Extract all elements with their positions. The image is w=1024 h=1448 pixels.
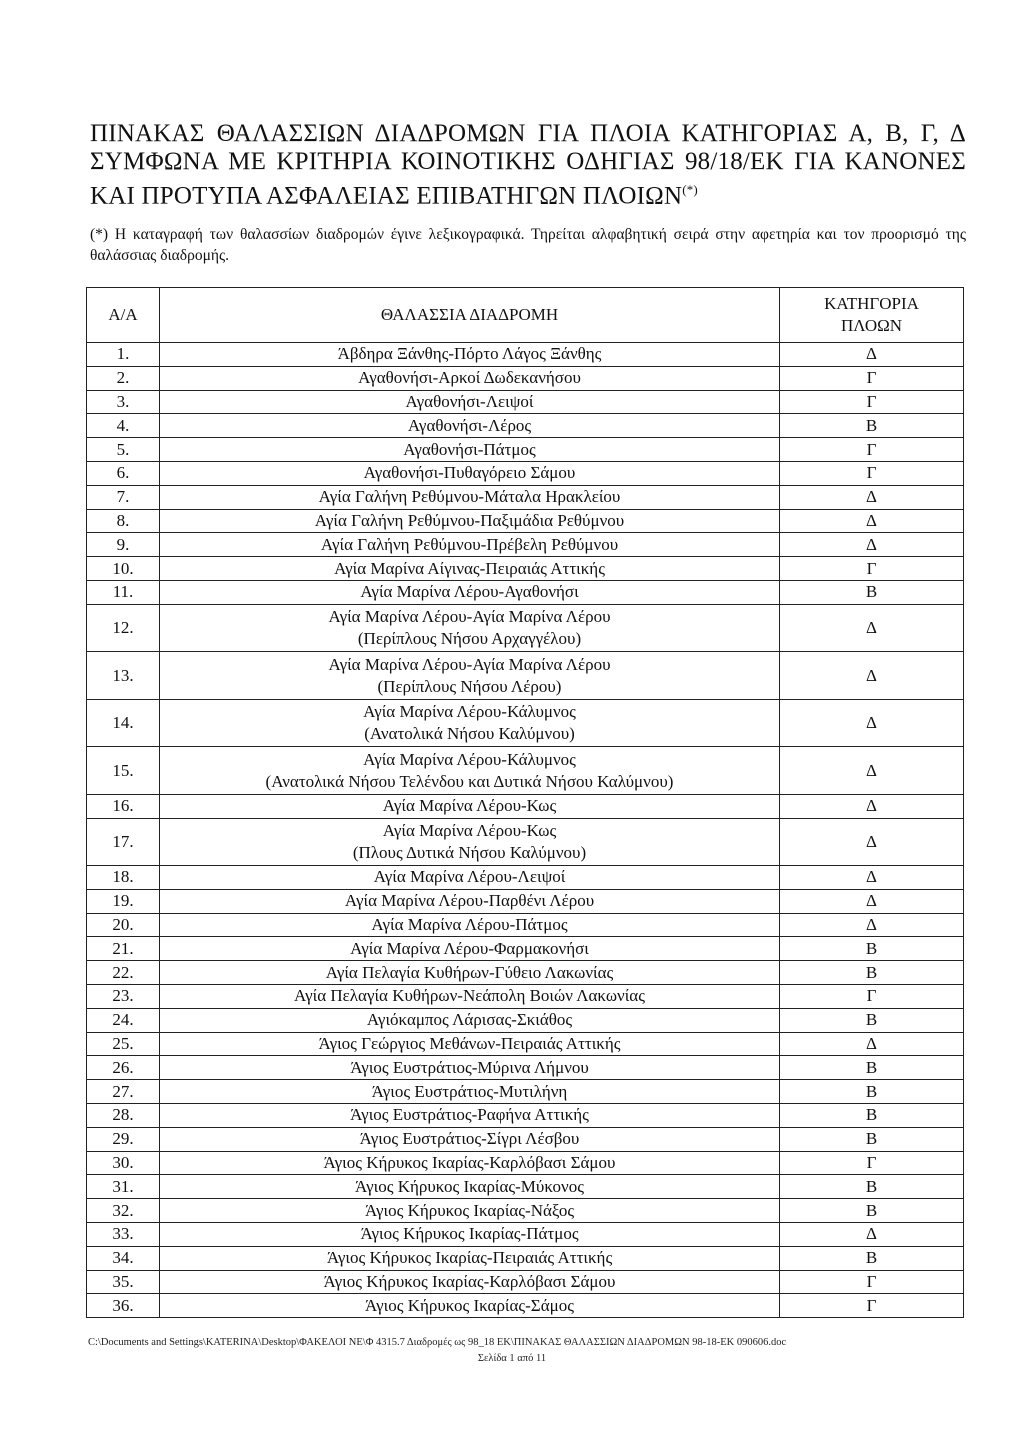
row-route [160, 509, 780, 533]
route-text: Αγία Μαρίνα Λέρου-Κως [382, 820, 557, 840]
title-footnote-mark: (*) [682, 182, 698, 197]
row-number: 2. [87, 366, 160, 390]
row-category: Β [780, 1008, 964, 1032]
route-detail-text: (Ανατολικά Νήσου Καλύμνου) [364, 724, 575, 744]
table-row [87, 1151, 964, 1175]
route-text: Αγία Μαρίνα Λέρου-Κάλυμνος [363, 749, 576, 769]
table-row [87, 1104, 964, 1128]
row-route [160, 794, 780, 818]
row-route [160, 961, 780, 985]
row-category: Δ [780, 509, 964, 533]
table-row [87, 699, 964, 747]
row-number: 4. [87, 414, 160, 438]
row-route [160, 889, 780, 913]
table-row [87, 1294, 964, 1318]
row-category: Β [780, 1104, 964, 1128]
route-text: Άγιος Κήρυκος Ικαρίας-Πάτμος [360, 1224, 579, 1244]
row-number: 24. [87, 1008, 160, 1032]
route-detail-text: (Πλους Δυτικά Νήσου Καλύμνου) [352, 842, 587, 862]
route-text: Αγαθονήσι-Πυθαγόρειο Σάμου [363, 463, 576, 483]
route-text: Άγιος Κήρυκος Ικαρίας-Καρλόβασι Σάμου [323, 1153, 616, 1173]
route-text: Άβδηρα Ξάνθης-Πόρτο Λάγος Ξάνθης [337, 344, 602, 364]
route-text: Αγία Μαρίνα Λέρου-Κως [382, 796, 557, 816]
row-category: Γ [780, 985, 964, 1009]
row-number: 15. [87, 747, 160, 795]
route-text: Αγία Μαρίνα Λέρου-Αγαθονήσι [360, 582, 579, 602]
route-text: Άγιος Ευστράτιος-Σίγρι Λέσβου [359, 1129, 580, 1149]
route-text: Αγία Μαρίνα Λέρου-Κάλυμνος [363, 702, 576, 722]
row-number: 29. [87, 1127, 160, 1151]
route-text: Άγιος Γεώργιος Μεθάνων-Πειραιάς Αττικής [318, 1034, 621, 1054]
row-category: Δ [780, 652, 964, 700]
row-category: Γ [780, 1270, 964, 1294]
table-row [87, 1032, 964, 1056]
route-text: Άγιος Ευστράτιος-Μύρινα Λήμνου [350, 1057, 589, 1077]
row-route [160, 461, 780, 485]
row-category: Δ [780, 699, 964, 747]
route-text: Αγαθονήσι-Λειψοί [405, 391, 534, 411]
row-number: 36. [87, 1294, 160, 1318]
row-category: Δ [780, 818, 964, 866]
table-row [87, 794, 964, 818]
row-number: 5. [87, 438, 160, 462]
row-number: 16. [87, 794, 160, 818]
row-number: 27. [87, 1080, 160, 1104]
row-route [160, 1056, 780, 1080]
row-route [160, 414, 780, 438]
table-row [87, 533, 964, 557]
route-text: Αγία Μαρίνα Λέρου-Αγία Μαρίνα Λέρου [328, 607, 611, 627]
route-text: Αγία Γαλήνη Ρεθύμνου-Παξιμάδια Ρεθύμνου [314, 510, 625, 530]
row-category: Β [780, 1246, 964, 1270]
table-body [87, 343, 964, 1318]
route-text: Άγιος Κήρυκος Ικαρίας-Καρλόβασι Σάμου [323, 1272, 616, 1291]
row-route [160, 438, 780, 462]
row-route [160, 985, 780, 1009]
table-row [87, 1008, 964, 1032]
row-number: 22. [87, 961, 160, 985]
table-row [87, 1080, 964, 1104]
table-row [87, 557, 964, 581]
row-category: Β [780, 961, 964, 985]
table-row [87, 913, 964, 937]
row-number: 21. [87, 937, 160, 961]
row-category: Δ [780, 794, 964, 818]
row-category: Γ [780, 438, 964, 462]
row-route [160, 1199, 780, 1223]
table-row [87, 889, 964, 913]
row-number: 33. [87, 1223, 160, 1247]
row-number: 3. [87, 390, 160, 414]
header-category [780, 288, 964, 343]
row-route [160, 1246, 780, 1270]
row-route [160, 343, 780, 367]
row-category: Β [780, 1175, 964, 1199]
table-row [87, 485, 964, 509]
route-text: Αγία Μαρίνα Λέρου-Πάτμος [371, 915, 568, 935]
table-row [87, 1127, 964, 1151]
row-number: 12. [87, 604, 160, 652]
row-route [160, 652, 780, 700]
footer-page-number: Σελίδα 1 από 11 [477, 1353, 547, 1364]
row-category: Β [780, 414, 964, 438]
row-number: 14. [87, 699, 160, 747]
route-text: Άγιος Ευστράτιος-Μυτιλήνη [371, 1081, 568, 1101]
row-category: Β [780, 1199, 964, 1223]
row-route [160, 557, 780, 581]
row-number: 10. [87, 557, 160, 581]
table-row [87, 343, 964, 367]
row-category: Γ [780, 461, 964, 485]
route-text: Αγαθονήσι-Αρκοί Δωδεκανήσου [358, 368, 581, 388]
row-route [160, 533, 780, 557]
footer-file-path: C:\Documents and Settings\KATERINA\Desktop\ΦΑΚΕΛΟΙ ΝΕ\Φ 4315.7 Διαδρομές ως 98_18 ΕΚ\ΠΙΝΑΚΑΣ ΘΑΛΑΣΣΙΩΝ ΔΙΑΔΡΟΜΩΝ 98-18-ΕΚ 090606.doc [88, 1337, 787, 1348]
table-header-row [87, 288, 964, 343]
row-route [160, 366, 780, 390]
row-route [160, 1008, 780, 1032]
row-number: 8. [87, 509, 160, 533]
route-text: Αγαθονήσι-Πάτμος [403, 439, 536, 459]
footnote-note: (*) Η καταγραφή των θαλασσίων διαδρομών έγινε λεξικογραφικά. Τηρείται αλφαβητική σειρά στην αφετηρία και τον προορισμό της θαλάσσιας διαδρομής. [90, 226, 966, 264]
row-number: 32. [87, 1199, 160, 1223]
row-route [160, 580, 780, 604]
route-text: Αγία Μαρίνα Λέρου-Παρθένι Λέρου [344, 891, 595, 911]
table-row [87, 1223, 964, 1247]
route-text: Άγιος Ευστράτιος-Ραφήνα Αττικής [350, 1105, 589, 1125]
row-route [160, 485, 780, 509]
route-detail-text: (Ανατολικά Νήσου Τελένδου και Δυτικά Νήσου Καλύμνου) [265, 771, 674, 791]
row-category: Δ [780, 485, 964, 509]
route-text: Αγία Πελαγία Κυθήρων-Νεάπολη Βοιών Λακωνίας [294, 986, 645, 1006]
route-text: Αγία Μαρίνα Λέρου-Λειψοί [373, 867, 566, 887]
route-detail-text: (Περίπλους Νήσου Αρχαγγέλου) [357, 629, 582, 649]
row-category: Γ [780, 1294, 964, 1318]
row-category: Δ [780, 1223, 964, 1247]
table-row [87, 580, 964, 604]
row-number: 23. [87, 985, 160, 1009]
routes-table [86, 287, 964, 1318]
row-category: Δ [780, 604, 964, 652]
route-text: Αγία Μαρίνα Αίγινας-Πειραιάς Αττικής [334, 558, 605, 578]
row-route [160, 1151, 780, 1175]
row-route [160, 913, 780, 937]
row-number: 31. [87, 1175, 160, 1199]
row-category: Β [780, 580, 964, 604]
row-category: Δ [780, 866, 964, 890]
table-row [87, 414, 964, 438]
row-category: Γ [780, 1151, 964, 1175]
row-number: 18. [87, 866, 160, 890]
route-text: Άγιος Κήρυκος Ικαρίας-Σάμος [365, 1295, 574, 1315]
document-title [90, 120, 966, 210]
row-number: 30. [87, 1151, 160, 1175]
row-category: Β [780, 1056, 964, 1080]
route-text: Άγιος Κήρυκος Ικαρίας-Νάξος [364, 1200, 575, 1220]
row-number: 19. [87, 889, 160, 913]
table-row [87, 937, 964, 961]
row-category: Δ [780, 889, 964, 913]
row-category: Δ [780, 1032, 964, 1056]
table-row [87, 438, 964, 462]
route-text: Άγιος Κήρυκος Ικαρίας-Πειραιάς Αττικής [326, 1248, 613, 1268]
table-row [87, 985, 964, 1009]
row-category: Δ [780, 747, 964, 795]
row-number: 7. [87, 485, 160, 509]
row-route [160, 1270, 780, 1294]
row-route [160, 604, 780, 652]
table-row [87, 390, 964, 414]
table-row [87, 509, 964, 533]
row-route [160, 747, 780, 795]
row-category: Δ [780, 913, 964, 937]
route-text: Αγιόκαμπος Λάρισας-Σκιάθος [366, 1010, 573, 1030]
row-route [160, 390, 780, 414]
row-route [160, 1080, 780, 1104]
row-number: 34. [87, 1246, 160, 1270]
row-number: 9. [87, 533, 160, 557]
table-row [87, 1199, 964, 1223]
table-row [87, 1270, 964, 1294]
route-text: Άγιος Κήρυκος Ικαρίας-Μύκονος [355, 1176, 584, 1196]
table-row [87, 1246, 964, 1270]
row-category: Β [780, 1080, 964, 1104]
row-route [160, 1175, 780, 1199]
header-category-line2: ΠΛΟΩΝ [840, 316, 903, 335]
table-row [87, 366, 964, 390]
row-route [160, 1223, 780, 1247]
row-route [160, 1032, 780, 1056]
route-text: Αγία Μαρίνα Λέρου-Φαρμακονήσι [350, 938, 589, 958]
row-category: Δ [780, 533, 964, 557]
row-number: 17. [87, 818, 160, 866]
row-category: Β [780, 1127, 964, 1151]
row-number: 1. [87, 343, 160, 367]
table-row [87, 818, 964, 866]
row-number: 25. [87, 1032, 160, 1056]
table-row [87, 961, 964, 985]
route-detail-text: (Περίπλους Νήσου Λέρου) [377, 676, 562, 696]
row-number: 35. [87, 1270, 160, 1294]
row-route [160, 818, 780, 866]
row-number: 26. [87, 1056, 160, 1080]
table-row [87, 652, 964, 700]
row-route [160, 937, 780, 961]
table-row [87, 604, 964, 652]
title-text: ΠΙΝΑΚΑΣ ΘΑΛΑΣΣΙΩΝ ΔΙΑΔΡΟΜΩΝ ΓΙΑ ΠΛΟΙΑ ΚΑΤΗΓΟΡΙΑΣ Α, Β, Γ, Δ ΣΥΜΦΩΝΑ ΜΕ ΚΡΙΤΗΡΙΑ ΚΟΙΝΟΤΙΚΗΣ ΟΔΗΓΙΑΣ 98/18/ΕΚ ΓΙΑ ΚΑΝΟΝΕΣ ΚΑΙ ΠΡΟΤΥΠΑ ΑΣΦΑΛΕΙΑΣ ΕΠΙΒΑΤΗΓΩΝ ΠΛΟΙΩΝ [90, 120, 966, 210]
row-route [160, 1294, 780, 1318]
row-route [160, 1104, 780, 1128]
row-number: 11. [87, 580, 160, 604]
table-row [87, 866, 964, 890]
header-aa: Α/Α [87, 288, 160, 343]
row-route [160, 1127, 780, 1151]
table-row [87, 461, 964, 485]
row-route [160, 699, 780, 747]
row-category: Δ [780, 343, 964, 367]
route-text: Αγία Πελαγία Κυθήρων-Γύθειο Λακωνίας [325, 962, 614, 982]
route-text: Αγαθονήσι-Λέρος [407, 415, 532, 435]
table-row [87, 1175, 964, 1199]
table-row [87, 747, 964, 795]
row-category: Γ [780, 390, 964, 414]
route-text: Αγία Γαλήνη Ρεθύμνου-Μάταλα Ηρακλείου [318, 487, 621, 507]
row-category: Γ [780, 557, 964, 581]
header-route: ΘΑΛΑΣΣΙΑ ΔΙΑΔΡΟΜΗ [160, 288, 780, 343]
row-number: 6. [87, 461, 160, 485]
row-category: Β [780, 937, 964, 961]
row-number: 20. [87, 913, 160, 937]
row-number: 13. [87, 652, 160, 700]
route-text: Αγία Μαρίνα Λέρου-Αγία Μαρίνα Λέρου [328, 654, 611, 674]
route-text: Αγία Γαλήνη Ρεθύμνου-Πρέβελη Ρεθύμνου [320, 534, 619, 554]
row-category: Γ [780, 366, 964, 390]
row-route [160, 866, 780, 890]
row-number: 28. [87, 1104, 160, 1128]
header-category-line1: ΚΑΤΗΓΟΡΙΑ [824, 294, 919, 313]
table-row [87, 1056, 964, 1080]
